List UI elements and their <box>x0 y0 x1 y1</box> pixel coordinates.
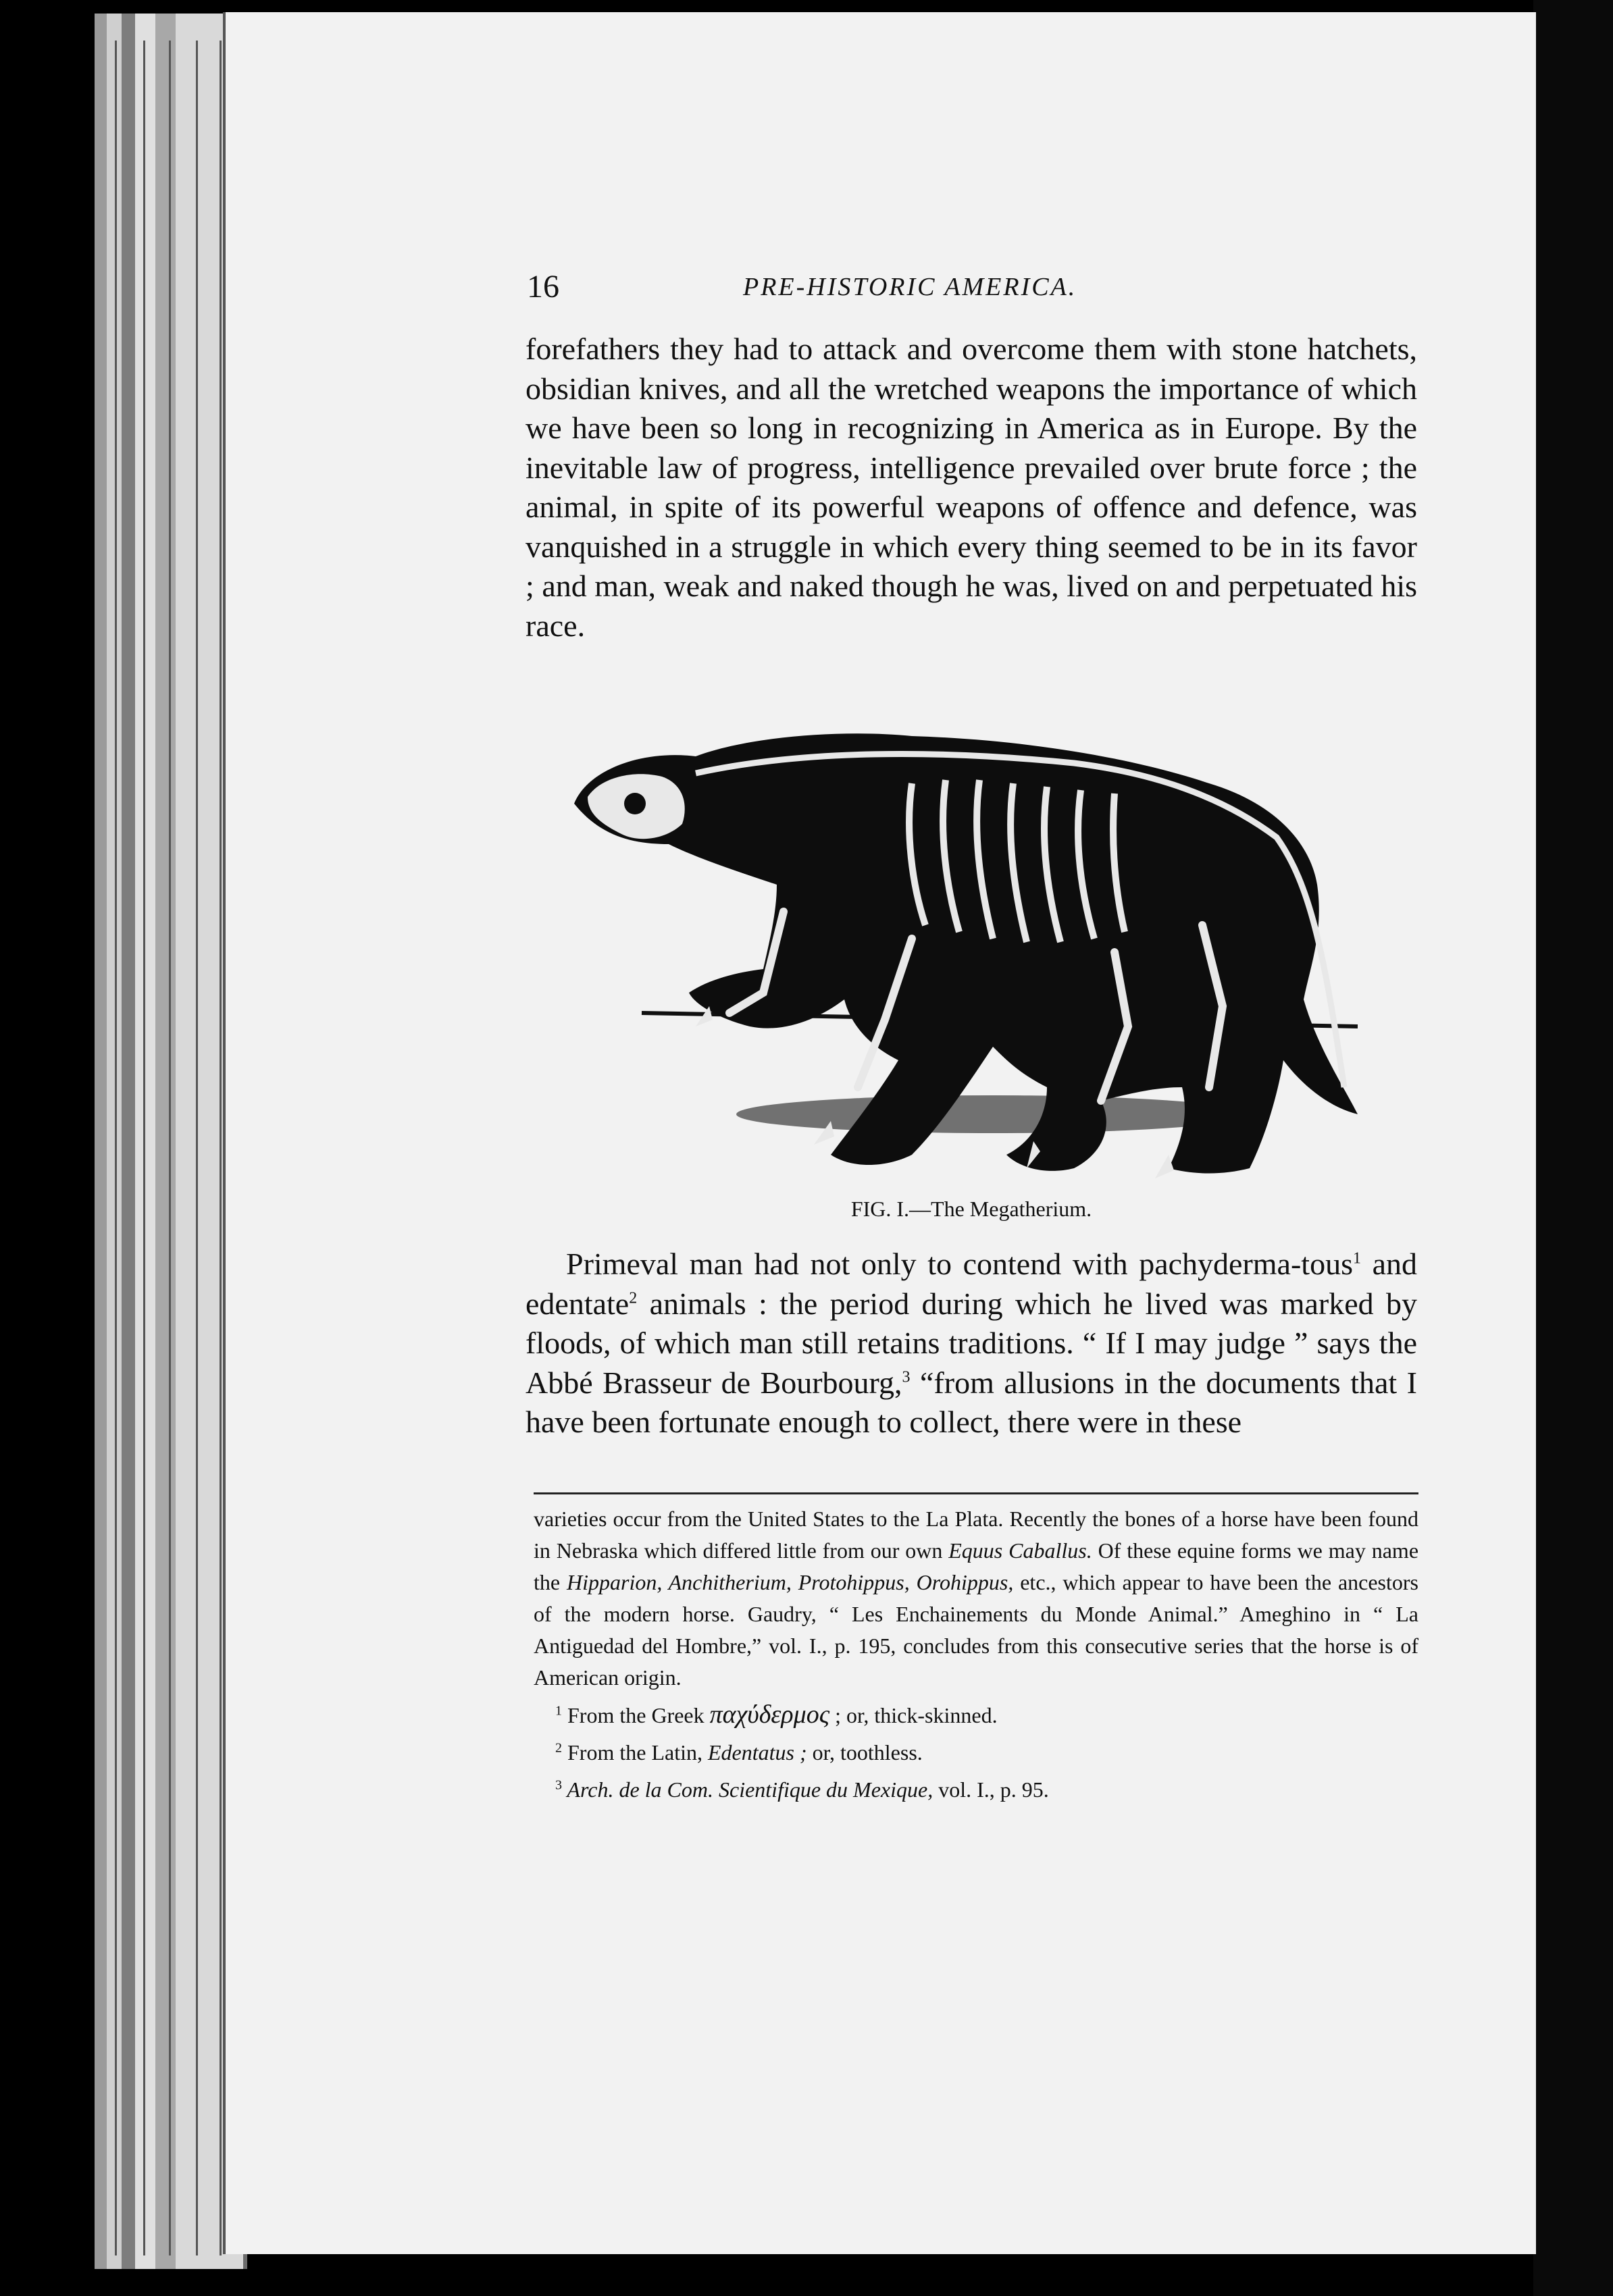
footnote-text: vol. I., p. 95. <box>933 1777 1049 1802</box>
footnote-text: etc., which appear to have been the ancestors of the modern horse. Gaudry, “ Les Enchainements du Monde Animal.” Ameghino in “ La Antiguedad del Hombre,” vol. I., p. 195, concludes from this consecutive series that the horse is of American origin. <box>534 1570 1419 1690</box>
footnote-greek-word: παχύδερμος <box>709 1700 830 1729</box>
footnote-rule <box>534 1492 1418 1494</box>
footnote-italic: Arch. de la Com. Scientifique du Mexique, <box>562 1777 933 1802</box>
megatherium-illustration <box>561 709 1385 1195</box>
page-number: 16 <box>527 269 559 305</box>
running-head <box>527 260 1540 314</box>
megatherium-figure <box>561 709 1385 1195</box>
paragraph-2-text: Primeval man had not only to contend with pachyderma-tous <box>566 1247 1353 1281</box>
footnote-1 <box>534 1699 1418 1731</box>
footnote-italic: Edentatus ; <box>707 1740 807 1765</box>
page-edge-line <box>196 41 198 2255</box>
paragraph-2-text: and edentate <box>526 1247 1417 1321</box>
footnote-text: From the Latin, <box>562 1740 708 1765</box>
footnote-italic: Equus Caballus. <box>948 1538 1092 1563</box>
footnote-text: ; or, thick-skinned. <box>829 1703 998 1727</box>
page-edge-line <box>115 41 117 2255</box>
footnote-ref-2: 2 <box>629 1289 638 1307</box>
page-edge-line <box>169 41 171 2255</box>
page-edge-line <box>143 41 145 2255</box>
page-edge-line <box>220 41 222 2255</box>
footnote-continuation <box>534 1503 1418 1694</box>
paragraph-2 <box>526 1245 1417 1442</box>
footnote-ref-3: 3 <box>902 1368 911 1386</box>
paragraph-2-text: animals : the period during which he lived was marked by floods, of which man still retains traditions. “ If I may judge ” says the Abbé Brasseur de Bourbourg, <box>526 1286 1417 1400</box>
footnote-2 <box>534 1737 1418 1769</box>
paragraph-1: forefathers they had to attack and overcome them with stone hatchets, obsidian knives, and all the wretched weapons the importance of which we have been so long in recognizing in America as in Europe. By the inevitable law of progress, intelligence prevailed over brute force ; the animal, in spite of its powerful weapons of offence and defence, was vanquished in a struggle in which every thing seemed to be in its favor ; and man, weak and naked though he was, lived on and perpetuated his race. <box>526 332 1417 643</box>
footnote-italic: Hipparion, Anchitherium, Protohippus, Orohippus, <box>566 1570 1014 1594</box>
paragraph-2-text: “from allusions in the documents that I have been fortunate enough to collect, there were in these <box>526 1365 1418 1439</box>
footnote-ref-1: 1 <box>1352 1249 1361 1268</box>
footnote-mark: 2 <box>555 1740 562 1756</box>
footnote-text: From the Greek <box>562 1703 710 1727</box>
book-binding-shadow <box>1533 0 1613 2296</box>
footnote-3 <box>534 1774 1418 1806</box>
footnote-mark: 1 <box>555 1703 562 1719</box>
footnote-text: Of these equine forms we may name the <box>534 1538 1419 1594</box>
footnote-text: varieties occur from the United States to the La Plata. Recently the bones of a horse have been found in Nebraska which differed little from our own <box>534 1507 1418 1563</box>
figure-caption: FIG. I.—The Megatherium. <box>850 1197 1092 1221</box>
footnote-mark: 3 <box>555 1777 562 1793</box>
footnotes <box>534 1503 1418 1806</box>
running-title: PRE-HISTORIC AMERICA. <box>743 273 1077 301</box>
footnote-text: or, toothless. <box>806 1740 923 1765</box>
